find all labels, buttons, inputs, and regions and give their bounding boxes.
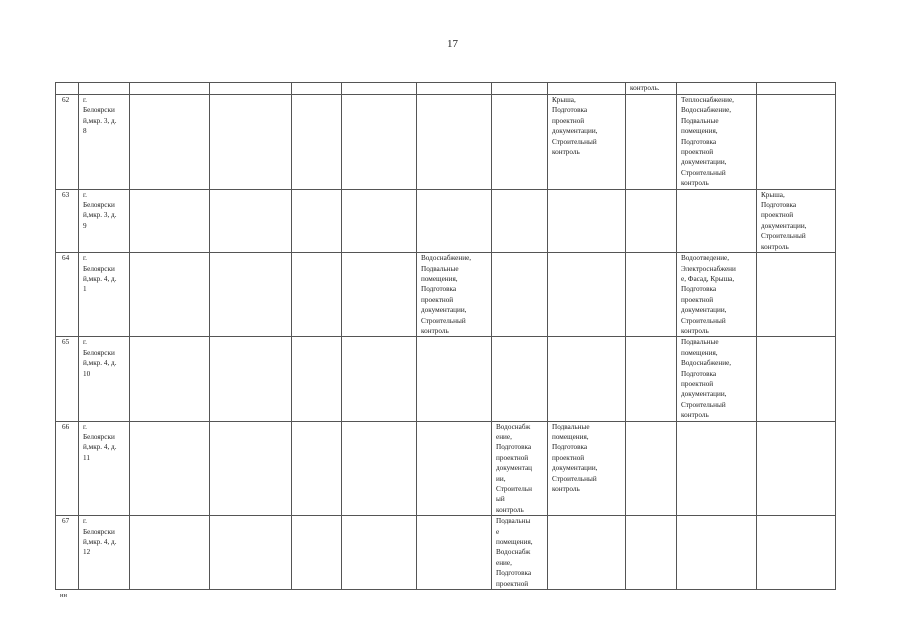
- table-cell: [548, 83, 626, 95]
- table-cell: [626, 337, 677, 421]
- table-cell: [210, 83, 292, 95]
- table-cell: [677, 516, 757, 590]
- table-cell: [342, 95, 417, 190]
- table-cell: [292, 189, 342, 252]
- table-cell: [548, 189, 626, 252]
- table-cell: [492, 95, 548, 190]
- table-cell: [210, 95, 292, 190]
- table-row: [56, 337, 836, 421]
- table-cell: [757, 421, 836, 516]
- table-cell: [292, 95, 342, 190]
- table-cell: [130, 253, 210, 337]
- table-cell: [210, 421, 292, 516]
- table-cell: [626, 253, 677, 337]
- table-cell: [417, 83, 492, 95]
- table-cell: [342, 337, 417, 421]
- table-cell: [130, 83, 210, 95]
- table-cell: [292, 253, 342, 337]
- table-cell: [79, 83, 130, 95]
- table-cell: Водоснабжение, Подвальные помещения, Подготовка проектной документации, Строительный контроль: [417, 253, 492, 337]
- table-row: [56, 421, 836, 516]
- table-cell: [677, 83, 757, 95]
- table-cell: [292, 421, 342, 516]
- address-cell: г. Белоярски й,мкр. 3, д. 9: [79, 189, 130, 252]
- table-cell: Водоснабж ение, Подготовка проектной документац ии, Строительн ый контроль: [492, 421, 548, 516]
- table-cell: Водоотведение, Электроснабжени е, Фасад, Крыша, Подготовка проектной документации, Строительный контроль: [677, 253, 757, 337]
- table-cell: [757, 83, 836, 95]
- address-cell: г. Белоярски й,мкр. 4, д. 11: [79, 421, 130, 516]
- table-row: [56, 253, 836, 337]
- table-cell: [292, 83, 342, 95]
- repair-plan-table: [55, 82, 836, 590]
- table-cell: [417, 189, 492, 252]
- address-cell: г. Белоярски й,мкр. 4, д. 1: [79, 253, 130, 337]
- table-cell: [757, 253, 836, 337]
- table-cell: [417, 516, 492, 590]
- table-row: [56, 95, 836, 190]
- page-number: 17: [447, 38, 458, 50]
- row-number: 65: [56, 337, 79, 421]
- table-cell: [56, 83, 79, 95]
- table-cell: [626, 189, 677, 252]
- table-cell: [677, 421, 757, 516]
- table-cell: [417, 95, 492, 190]
- table-cell: [130, 516, 210, 590]
- table-cell: [548, 337, 626, 421]
- table-cell: [342, 189, 417, 252]
- table-cell: [626, 421, 677, 516]
- table-cell: [492, 189, 548, 252]
- table-cell: [210, 189, 292, 252]
- address-cell: г. Белоярски й,мкр. 4, д. 10: [79, 337, 130, 421]
- address-cell: г. Белоярски й,мкр. 4, д. 12: [79, 516, 130, 590]
- row-number: 66: [56, 421, 79, 516]
- table-cell: [548, 516, 626, 590]
- table-cell: [210, 516, 292, 590]
- table-cell: [130, 337, 210, 421]
- table-cell: [342, 421, 417, 516]
- table-cell: [626, 95, 677, 190]
- table-cell: Крыша, Подготовка проектной документации, Строительный контроль: [757, 189, 836, 252]
- table-cell: Теплоснабжение, Водоснабжение, Подвальные помещения, Подготовка проектной документации, Строительный контроль: [677, 95, 757, 190]
- table-cell: [342, 516, 417, 590]
- row-number: 62: [56, 95, 79, 190]
- table-cell: Подвальные помещения, Подготовка проектной документации, Строительный контроль: [548, 421, 626, 516]
- table-cell: [342, 253, 417, 337]
- footer-mark: нн: [60, 592, 67, 599]
- table-cell: [417, 421, 492, 516]
- table-cell: [757, 95, 836, 190]
- table-row: [56, 516, 836, 590]
- table-cell: [492, 253, 548, 337]
- table-cell: [292, 516, 342, 590]
- table-cell: [677, 189, 757, 252]
- table-cell: [757, 516, 836, 590]
- table-cell: [548, 253, 626, 337]
- table-cell: [130, 95, 210, 190]
- table-cell: Подвальны е помещения, Водоснабж ение, Подготовка проектной: [492, 516, 548, 590]
- table-cell: [292, 337, 342, 421]
- table-cell: [417, 337, 492, 421]
- table-cell: [492, 337, 548, 421]
- table-cell: [757, 337, 836, 421]
- table-cell: [130, 421, 210, 516]
- table-continuation-row: [56, 83, 836, 95]
- table-row: [56, 189, 836, 252]
- row-number: 64: [56, 253, 79, 337]
- table-cell: [626, 516, 677, 590]
- table-cell: [210, 337, 292, 421]
- row-number: 67: [56, 516, 79, 590]
- table-cell: [492, 83, 548, 95]
- table-cell: Крыша, Подготовка проектной документации, Строительный контроль: [548, 95, 626, 190]
- row-number: 63: [56, 189, 79, 252]
- address-cell: г. Белоярски й,мкр. 3, д. 8: [79, 95, 130, 190]
- table-cell: [130, 189, 210, 252]
- table-cell: контроль.: [626, 83, 677, 95]
- table-cell: [210, 253, 292, 337]
- table-cell: Подвальные помещения, Водоснабжение, Подготовка проектной документации, Строительный контроль: [677, 337, 757, 421]
- table-cell: [342, 83, 417, 95]
